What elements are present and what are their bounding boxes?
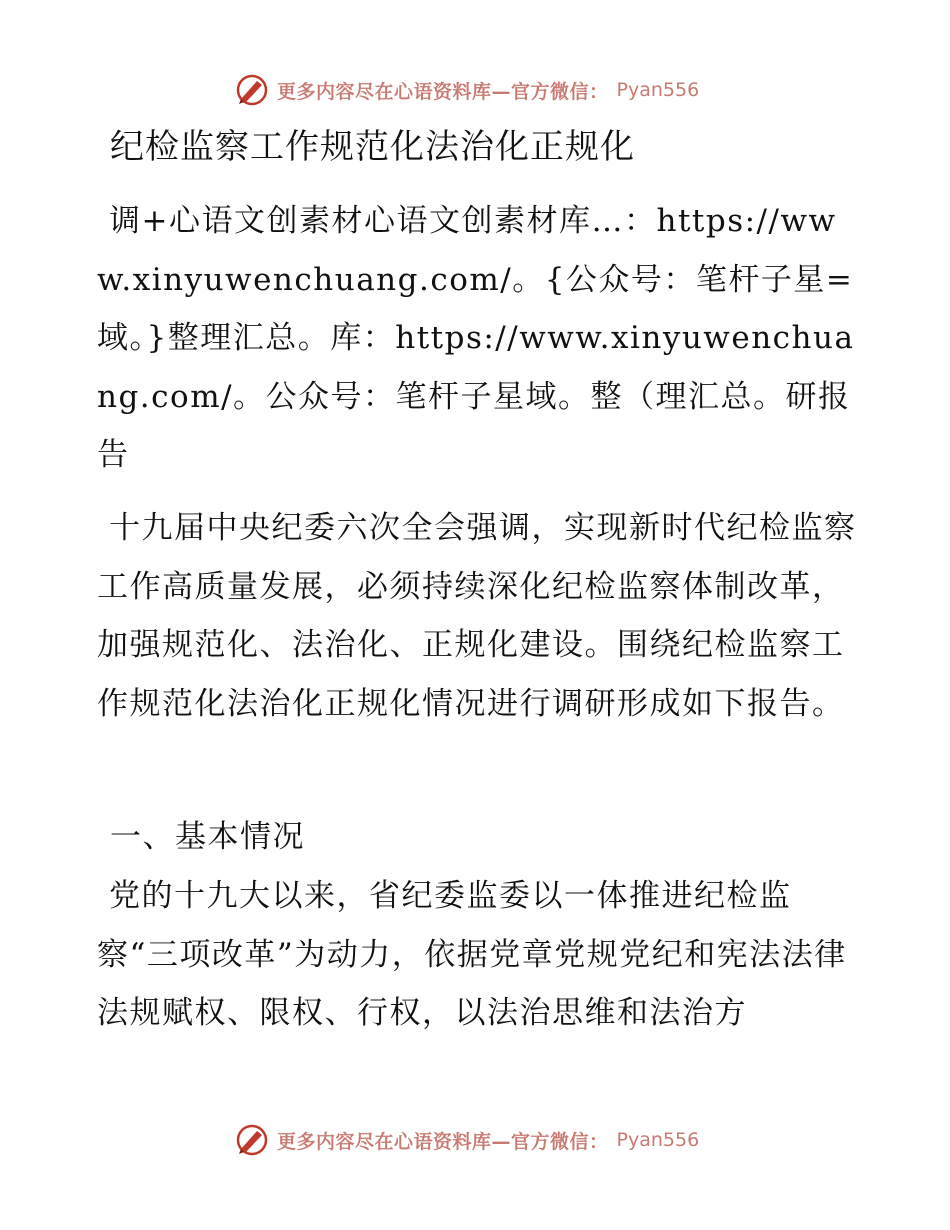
watermark-text: 更多内容尽在心语资料库—官方微信： (277, 1130, 609, 1153)
pen-logo-icon (235, 73, 269, 107)
watermark-id: Pyan556 (616, 1129, 700, 1151)
paragraph-basic-situation: 党的十九大以来，省纪委监委以一体推进纪检监察“三项改革”为动力，依据党章党规党纪和宪法法律法规赋权、限权、行权，以法治思维和法治方 (97, 878, 847, 1031)
watermark-id: Pyan556 (616, 79, 700, 101)
document-title: 纪检监察工作规范化法治化正规化 (110, 127, 635, 167)
paragraph-overview: 十九届中央纪委六次全会强调，实现新时代纪检监察工作高质量发展，必须持续深化纪检监察体制改革，加强规范化、法治化、正规化建设。围绕纪检监察工作规范化法治化正规化情况进行调研形成如下报告。 (97, 510, 857, 722)
pen-logo-icon (235, 1123, 269, 1157)
section-heading: 一、基本情况 (110, 819, 305, 855)
watermark-banner-bottom (235, 1120, 715, 1160)
paragraph-intro: 调+心语文创素材心语文创素材库…：https://www.xinyuwenchuang.com/。{公众号：笔杆子星=域。}整理汇总。库：https://www.xinyuwenchuang.com/。公众号：笔杆子星域。整（理汇总。研报告 (97, 203, 855, 473)
watermark-banner-top (235, 70, 715, 110)
watermark-text: 更多内容尽在心语资料库—官方微信： (277, 80, 609, 103)
